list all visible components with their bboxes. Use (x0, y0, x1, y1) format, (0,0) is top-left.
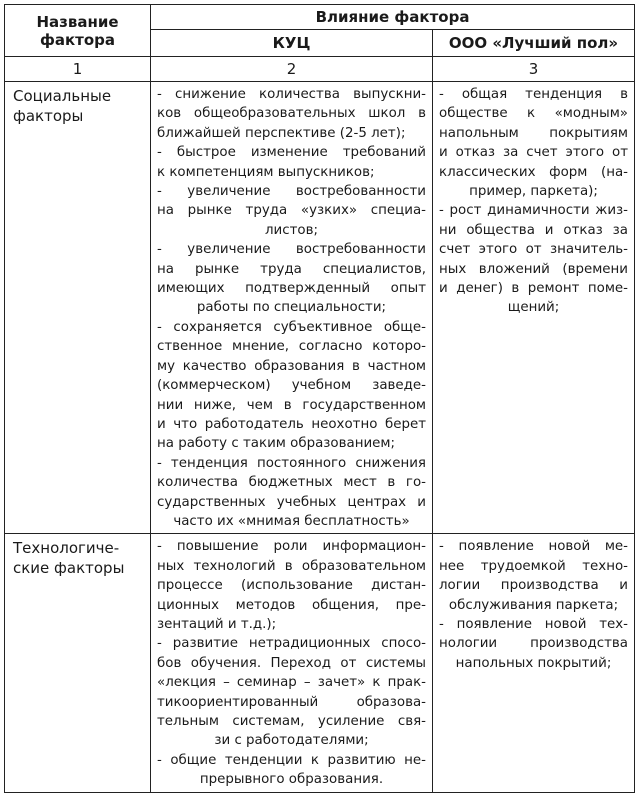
text-line: - сохраняется субъективное обще- (157, 319, 426, 335)
text-line: часто их «мнимая бесплатность» (173, 513, 410, 529)
text-line: на работу с таким образованием; (157, 436, 396, 452)
text-line: ни общества и отказ за (439, 222, 628, 238)
technological-kuts-cell (151, 534, 433, 792)
text-line: - повышение роли информацион- (157, 539, 426, 555)
text-line: - рост динамичности жиз- (439, 203, 628, 219)
text-line: имеющих подтвержденный опыт (157, 281, 426, 297)
text-line: - снижение количества выпускни- (157, 87, 426, 102)
text-line: (коммерческом) учебном заведе- (157, 378, 426, 394)
header-kuts: КУЦ (151, 30, 433, 57)
text-line: му качество образования в частном (157, 358, 426, 374)
text-line: количества бюджетных мест в го- (157, 475, 426, 491)
text-line: - общие тенденции к развитию не- (157, 752, 426, 768)
factors-table (4, 4, 635, 793)
text-line: зентаций и т.д.); (157, 616, 277, 632)
text-line: обслуживания паркета; (448, 597, 619, 613)
text-line: - увеличение востребованности (157, 242, 426, 258)
text-line: сударственных учебных центрах и (157, 494, 426, 510)
text-line: - общая тенденция в (439, 87, 628, 102)
text-line: обществе к «модным» (439, 106, 628, 122)
text-line: ционных методов общения, пре- (157, 597, 426, 613)
text-line: и что работодатель неохотно берет (157, 416, 426, 432)
text-line: на рынке труда «узких» специа- (157, 203, 426, 219)
row-name-line: Технологиче- (13, 539, 120, 558)
text-line: - развитие нетрадиционных спосо- (157, 636, 426, 652)
row-name-line: ские факторы (13, 559, 125, 578)
text-line: нее трудоемкой техно- (439, 558, 628, 574)
text-line: ных технологий в образовательном (157, 558, 426, 574)
text-line: - увеличение востребованности (157, 184, 426, 200)
column-number-2: 2 (151, 57, 433, 82)
text-line: листов; (264, 222, 319, 238)
text-line: напольных покрытий; (455, 655, 612, 671)
header-ooo: ООО «Лучший пол» (433, 30, 635, 57)
social-ooo-cell (433, 82, 635, 534)
header-factor-name: Название фактора (5, 5, 151, 57)
text-line: - появление новой ме- (439, 539, 628, 555)
text-line: «лекция – семинар – зачет» к прак- (157, 675, 426, 691)
text-line: ков общеобразовательных школ в (157, 106, 426, 122)
table-row-technological (5, 534, 635, 792)
text-line: классических форм (на- (439, 164, 628, 180)
text-line: к компетенциям выпускников; (157, 164, 375, 180)
header-factor-influence: Влияние фактора (151, 5, 635, 30)
row-name-technological (5, 534, 151, 792)
text-line: ственное мнение, согласно которо- (157, 339, 426, 355)
text-line: тельным системам, усиление свя- (157, 714, 426, 729)
social-kuts-cell (151, 82, 433, 534)
text-line: логии производства и (439, 578, 628, 594)
text-line: ближайшей перспективе (2-5 лет); (157, 125, 406, 141)
text-line: на рынке труда специалистов, (157, 261, 426, 277)
text-line: бов обучения. Переход от системы (157, 655, 426, 671)
text-line: щений; (507, 300, 560, 316)
text-line: зи с работодателями; (214, 733, 369, 749)
text-line: процессе (использование дистан- (157, 578, 426, 594)
text-line: ных вложений (времени (439, 261, 628, 277)
text-line: прерывного образования. (199, 772, 384, 788)
row-name-social (5, 82, 151, 534)
text-line: и отказ за счет этого от (439, 145, 628, 161)
text-line: напольным покрытиям (439, 125, 628, 141)
text-line: и денег) в ремонт поме- (439, 281, 628, 297)
text-line: - появление новой тех- (439, 616, 628, 632)
table-row-social (5, 82, 635, 534)
text-line: нологии производства (439, 636, 628, 652)
text-line: - тенденция постоянного снижения (157, 455, 426, 471)
technological-ooo-cell (433, 534, 635, 792)
row-name-line: Социальные (13, 87, 112, 105)
column-number-1: 1 (5, 57, 151, 82)
text-line: - быстрое изменение требований (157, 145, 426, 161)
text-line: тикоориентированный образова- (157, 694, 426, 710)
text-line: счет этого от значитель- (439, 242, 628, 258)
row-name-line: факторы (13, 107, 84, 125)
text-line: нии ниже, чем в государственном (157, 397, 426, 413)
text-line: пример, паркета); (469, 184, 598, 200)
text-line: работы по специальности; (196, 300, 387, 316)
column-number-3: 3 (433, 57, 635, 82)
